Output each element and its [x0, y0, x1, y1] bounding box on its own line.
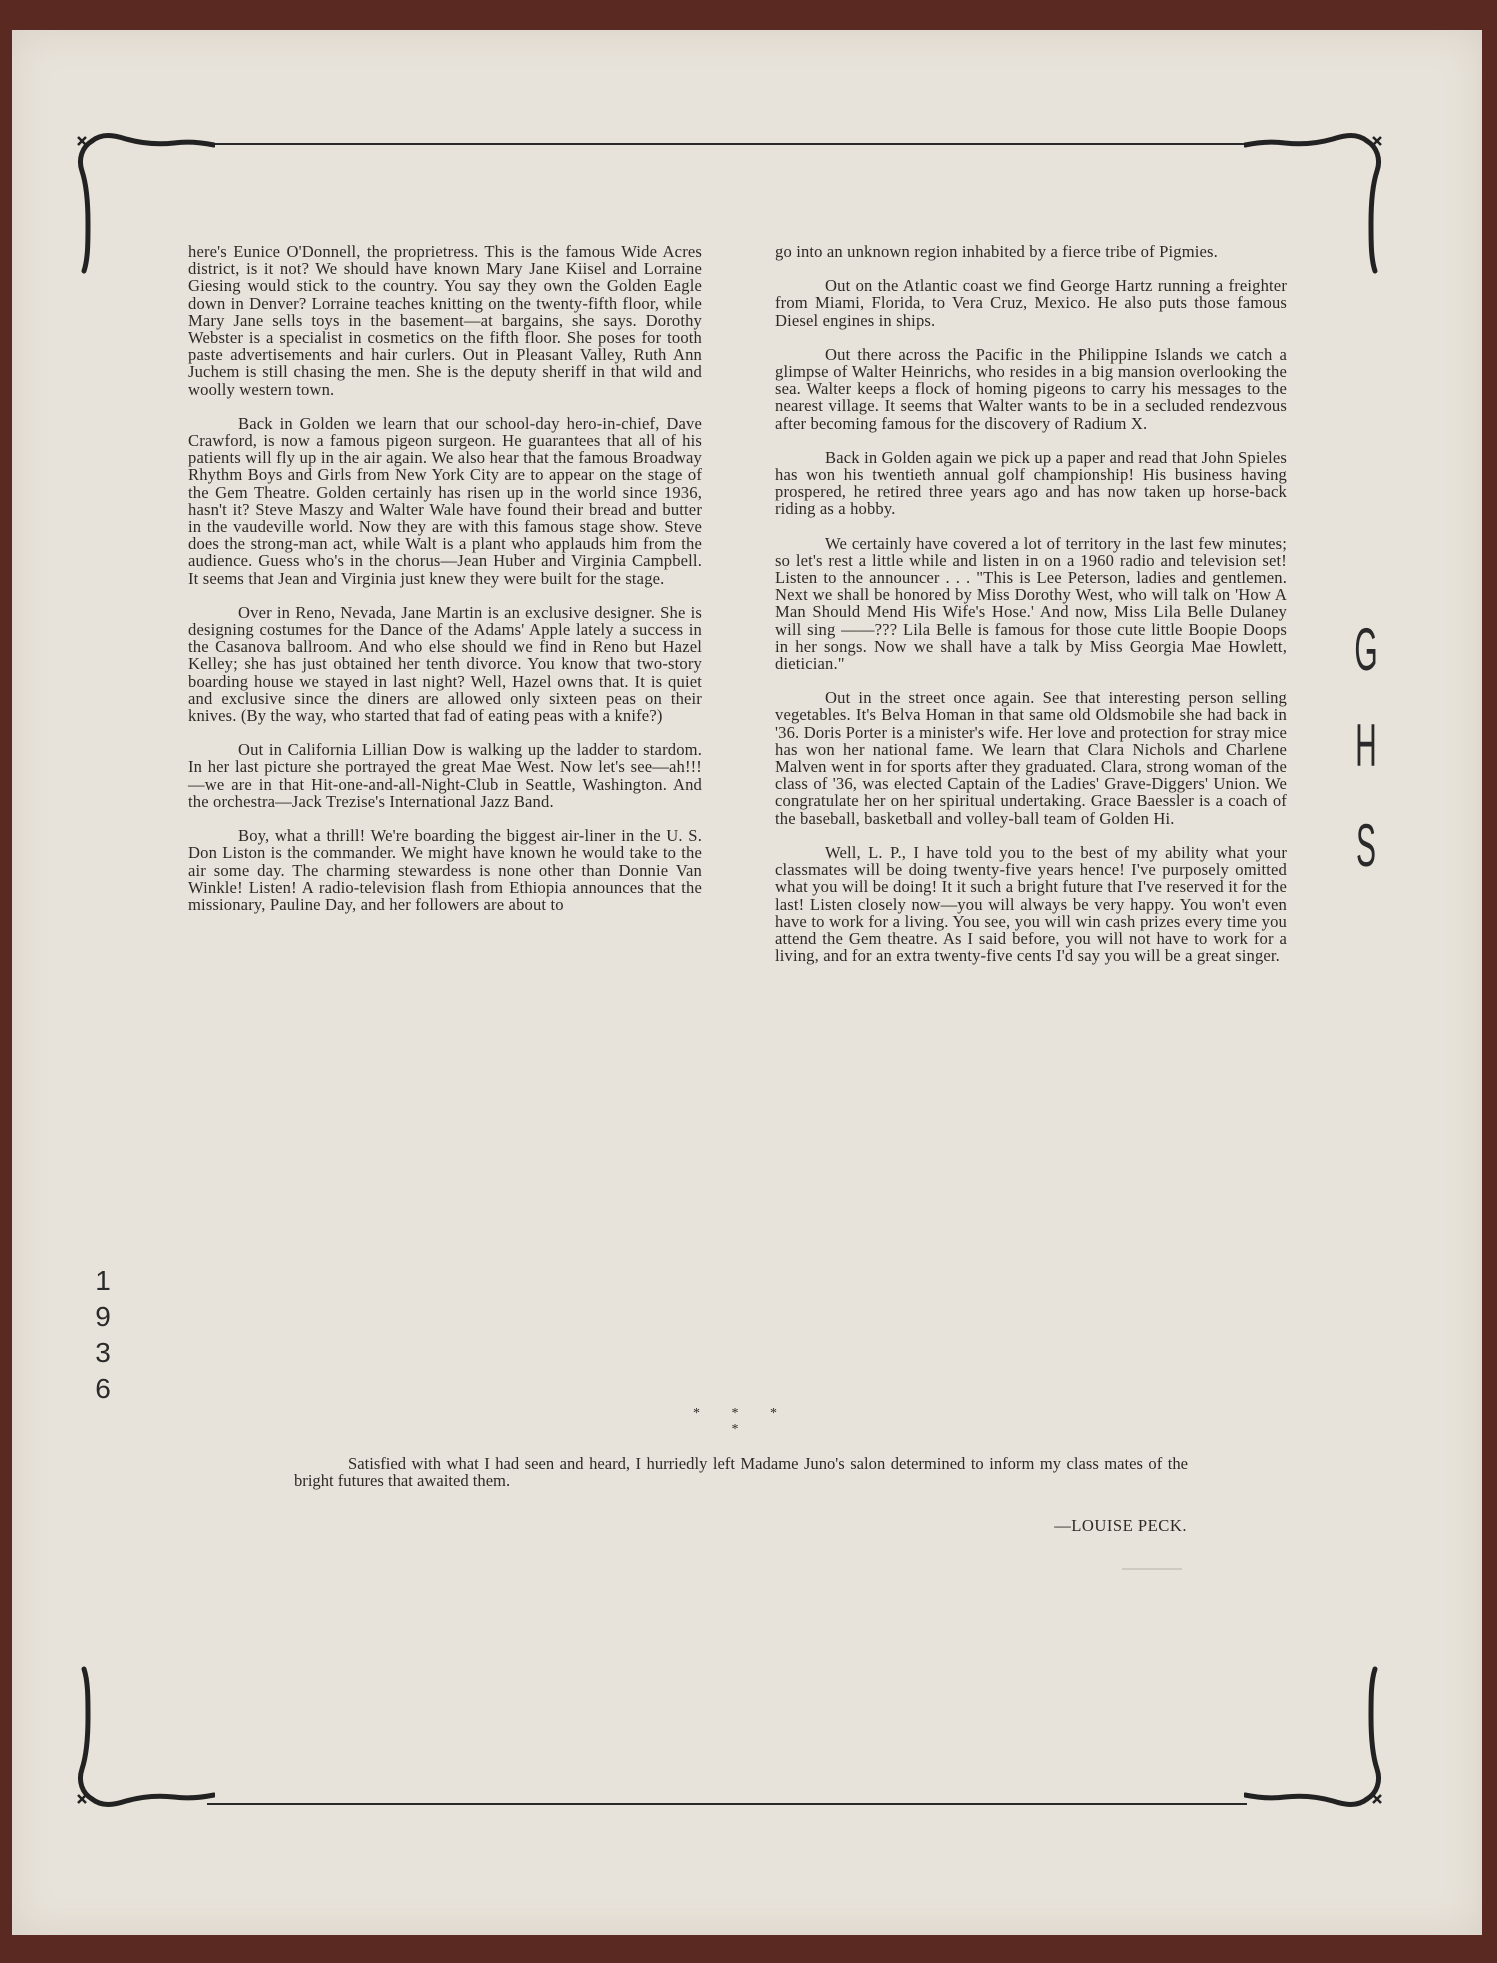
initial-h-glyph	[1346, 708, 1386, 774]
yearbook-page	[12, 30, 1482, 1935]
paragraph: Out there across the Pacific in the Philippine Islands we catch a glimpse of Walter Heinrichs, who resides in a big mansion overlooking the sea. Walter keeps a flock of homing pigeons to carry his messages to the nearest village. It seems that Walter wants to be in a secluded rendezvous after becoming famous for the discovery of Radium X.	[775, 344, 1287, 433]
initial-s: S	[1355, 812, 1377, 874]
paragraph: Out on the Atlantic coast we find George Hartz running a freighter from Miami, Florida, to Vera Cruz, Mexico. He also puts those famous Diesel engines in ships.	[775, 276, 1287, 330]
initial-g-glyph	[1346, 612, 1386, 678]
paragraph: Back in Golden again we pick up a paper and read that John Spieles has won his twentieth annual golf championship! His business having prospered, he retired three years ago and has now taken up horse-back riding as a hobby.	[775, 447, 1287, 519]
bottom-border-line	[207, 1803, 1247, 1805]
top-border-line	[210, 143, 1250, 145]
closing-text: Satisfied with what I had seen and heard, I hurriedly left Madame Juno's salon determined to inform my class mates of the bright futures that awaited them.	[294, 1454, 1188, 1491]
paragraph: We certainly have covered a lot of territory in the last few minutes; so let's rest a little while and listen in on a 1960 radio and television set! Listen to the announcer . . . "This is Lee Peterson, ladies and gentlemen. Next we shall be honored by Miss Dorothy West, who will talk on 'How A Man Should Mend His Wife's Hose.' And now, Miss Lila Belle Dulaney will sing ——??? Lila Belle is famous for those cute little Boopie Doops in her songs. Now we shall have a talk by Miss Georgia Mae Howlett, dietician."	[775, 533, 1287, 674]
year-digit: 1	[95, 1265, 111, 1296]
paragraph: Out in California Lillian Dow is walking up the ladder to stardom. In her last picture she portrayed the great Mae West. Now let's see—ah!!!—we are in that Hit-one-and-all-Night-Club in Seattle, Washington. And the orchestra—Jack Trezise's International Jazz Band.	[188, 740, 702, 811]
initial-g: G	[1354, 616, 1378, 678]
year-digit: 9	[95, 1301, 111, 1332]
bottom-left-flourish-icon	[70, 1655, 215, 1815]
section-divider: * * * *	[693, 1406, 791, 1437]
paragraph: Out in the street once again. See that interesting person selling vegetables. It's Belva Homan in that same old Oldsmobile she had back in '36. Doris Porter is a minister's wife. Her love and protection for stray mice has won her national fame. We learn that Clara Nichols and Charlene Malven went in for sports after they graduated. Clara, strong woman of the class of '36, was elected Captain of the Ladies' Grave-Diggers' Union. We congratulate her on her spiritual undertaking. Grace Baessler is a coach of the baseball, basketball and volley-ball team of Golden Hi.	[775, 688, 1287, 828]
paper-mark	[1122, 1568, 1182, 1570]
bottom-right-flourish-icon	[1244, 1655, 1389, 1815]
right-column	[775, 243, 1287, 981]
paragraph: here's Eunice O'Donnell, the proprietress. This is the famous Wide Acres district, is it not? We should have known Mary Jane Kiisel and Lorraine Giesing would stick to the country. You say they own the Golden Eagle down in Denver? Lorraine teaches knitting on the twenty-fifth floor, while Mary Jane sells toys in the basement—at bargains, she says. Dorothy Webster is a specialist in cosmetics on the fifth floor. She poses for tooth paste advertisements and hair curlers. Out in Pleasant Valley, Ruth Ann Juchem is still chasing the men. She is the deputy sheriff in that wild and woolly western town.	[188, 242, 702, 399]
year-digit: 6	[95, 1373, 111, 1404]
sidebar-year	[88, 1263, 118, 1407]
paragraph: Back in Golden we learn that our school-day hero-in-chief, Dave Crawford, is now a famous pigeon surgeon. He guarantees that all of his patients will fly up in the air again. We also hear that the famous Broadway Rhythm Boys and Girls from New York City are to appear on the stage of the Gem Theatre. Golden certainly has risen up in the world since 1936, hasn't it? Steve Maszy and Walter Wale have found their bread and butter in the vaudeville world. Now they are with this famous stage show. Steve does the strong-man act, while Walt is a plant who applauds him from the audience. Guess who's in the chorus—Jean Huber and Virginia Campbell. It seems that Jean and Virginia just knew they were built for the stage.	[188, 413, 702, 588]
initial-h: H	[1355, 712, 1377, 774]
year-digit: 3	[95, 1337, 111, 1368]
paragraph: Well, L. P., I have told you to the best of my ability what your classmates will be doing twenty-five years hence! I've purposely omitted what you will be doing! It it such a bright future that I've reserved it for the last! Listen closely now—you will always be very happy. You won't even have to work for a living. You see, you will win cash prizes every time you attend the Gem theatre. As I said before, you will not have to work for a living, and for an extra twenty-five cents I'd say you will be a great singer.	[775, 842, 1287, 966]
initial-s-glyph	[1346, 808, 1386, 874]
paragraph: Boy, what a thrill! We're boarding the biggest air-liner in the U. S. Don Liston is the commander. We might have known he would take to the air some day. The charming stewardess is none other than Donnie Van Winkle! Listen! A radio-television flash from Ethiopia announces that the missionary, Pauline Day, and her followers are about to	[188, 826, 702, 914]
left-column	[188, 243, 702, 930]
author-signature: —LOUISE PECK.	[1054, 1516, 1187, 1535]
paragraph: Over in Reno, Nevada, Jane Martin is an exclusive designer. She is designing costumes for the Dance of the Adams' Apple lately a success in the Casanova ballroom. And who else should we find in Reno but Hazel Kelley; she has just obtained her tenth divorce. You know that two-story boarding house we stayed in last night? Well, Hazel owns that. It is quiet and exclusive since the diners are allowed only sixteen peas on their knives. (By the way, who started that fad of eating peas with a knife?)	[188, 602, 702, 726]
sidebar-initials	[1346, 612, 1386, 874]
closing-paragraph	[294, 1455, 1188, 1489]
paragraph: go into an unknown region inhabited by a fierce tribe of Pigmies.	[775, 242, 1218, 261]
